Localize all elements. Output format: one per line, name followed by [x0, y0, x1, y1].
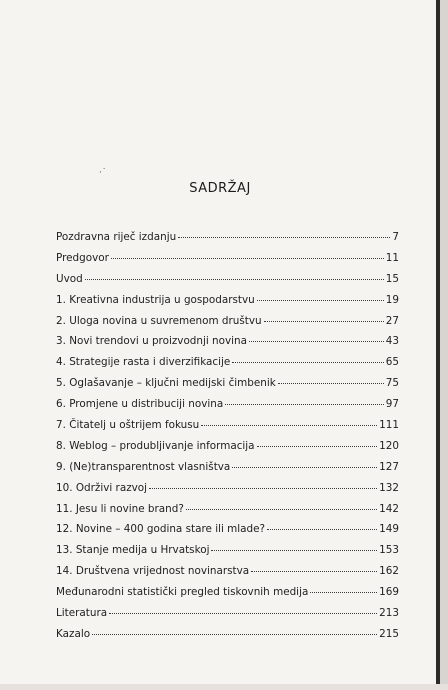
ink-speck: ·˙	[99, 168, 107, 178]
toc-entry	[56, 499, 399, 520]
toc-entry	[56, 540, 399, 561]
toc-entry	[56, 436, 399, 457]
toc-entry	[56, 248, 399, 269]
dot-leader	[257, 436, 378, 447]
toc-entry-page: 15	[385, 272, 399, 285]
toc-entry-page: 120	[379, 439, 399, 452]
dot-leader	[92, 624, 377, 635]
toc-entry-page: 65	[385, 356, 399, 369]
toc-entry-page: 142	[379, 502, 399, 515]
toc-entry-label: 2. Uloga novina u suvremenom društvu	[56, 314, 262, 327]
toc-entry-label: 11. Jesu li novine brand?	[56, 502, 184, 515]
toc-entry	[56, 331, 399, 352]
dot-leader	[201, 415, 377, 426]
toc-entry-page: 149	[379, 523, 399, 536]
toc-entry-page: 7	[392, 231, 399, 243]
toc-entry-label: Uvod	[56, 272, 83, 285]
dot-leader	[267, 519, 377, 530]
toc-entry-label: 10. Održivi razvoj	[56, 481, 148, 494]
toc-entry	[56, 415, 399, 436]
toc-entry	[56, 582, 399, 603]
toc-entry-label: 8. Weblog – produbljivanje informacija	[56, 439, 255, 452]
toc-entry-page: 162	[379, 565, 399, 578]
toc-entry	[56, 394, 399, 415]
toc-entry-label: Kazalo	[56, 627, 91, 640]
toc-entry-page: 215	[379, 627, 399, 640]
toc-entry	[56, 519, 399, 540]
dot-leader	[232, 352, 383, 363]
dot-leader	[149, 478, 377, 489]
dot-leader	[85, 269, 384, 280]
toc-entry-page: 169	[379, 586, 399, 599]
toc-entry-page: 75	[385, 377, 399, 390]
dot-leader	[225, 394, 384, 405]
dot-leader	[249, 331, 384, 342]
dot-leader	[186, 499, 377, 510]
toc-entry-page: 27	[385, 314, 399, 327]
toc-entry-page: 43	[385, 335, 399, 348]
dot-leader	[264, 311, 384, 322]
toc-entry-page: 132	[379, 481, 399, 494]
toc-entry-label: 3. Novi trendovi u proizvodnji novina	[56, 335, 247, 348]
toc-entry-label: Pozdravna riječ izdanju	[56, 231, 177, 243]
toc-entry-page: 19	[385, 293, 399, 306]
toc-entry-label: 13. Stanje medija u Hrvatskoj	[56, 544, 210, 557]
dot-leader	[278, 373, 384, 384]
toc-entry-label: 9. (Ne)transparentnost vlasništva	[56, 460, 231, 473]
toc-entry	[56, 457, 399, 478]
dot-leader	[232, 457, 377, 468]
dot-leader	[251, 561, 377, 572]
toc-entry	[56, 311, 399, 332]
toc-entry	[56, 290, 399, 311]
toc-entry	[56, 269, 399, 290]
toc-entry-label: 5. Oglašavanje – ključni medijski čimbenik	[56, 377, 276, 390]
toc-entry-label: 14. Društvena vrijednost novinarstva	[56, 565, 250, 578]
dot-leader	[257, 290, 384, 301]
dot-leader	[109, 603, 377, 614]
toc-entry	[56, 352, 399, 373]
toc-entry	[56, 227, 399, 248]
dot-leader	[111, 248, 384, 259]
toc-entry	[56, 624, 399, 645]
toc-entry	[56, 603, 399, 624]
toc-entry-page: 97	[385, 398, 399, 411]
toc-entry	[56, 478, 399, 499]
dot-leader	[211, 540, 377, 551]
toc-entry	[56, 561, 399, 582]
toc-entry-label: 7. Čitatelj u oštrijem fokusu	[56, 419, 200, 432]
toc-entry	[56, 373, 399, 394]
toc-entry-label: Međunarodni statistički pregled tiskovnih medija	[56, 586, 309, 599]
toc-entry-page: 111	[379, 419, 399, 432]
toc-entry-label: Literatura	[56, 607, 108, 620]
dot-leader	[178, 227, 390, 238]
toc-entry-label: Predgovor	[56, 251, 109, 264]
toc-entry-label: 1. Kreativna industrija u gospodarstvu	[56, 293, 255, 306]
toc-entry-label: 12. Novine – 400 godina stare ili mlade?	[56, 523, 266, 536]
toc-entry-page: 11	[385, 251, 399, 264]
page-title: SADRŽAJ	[189, 181, 251, 196]
toc-entry-page: 127	[379, 460, 399, 473]
toc-entry-page: 213	[379, 607, 399, 620]
toc-entry-label: 4. Strategije rasta i diverzifikacije	[56, 356, 231, 369]
toc-entry-label: 6. Promjene u distribuciji novina	[56, 398, 224, 411]
dot-leader	[310, 582, 377, 593]
toc-entry-page: 153	[379, 544, 399, 557]
table-of-contents	[56, 227, 399, 645]
page-edge	[0, 684, 448, 690]
